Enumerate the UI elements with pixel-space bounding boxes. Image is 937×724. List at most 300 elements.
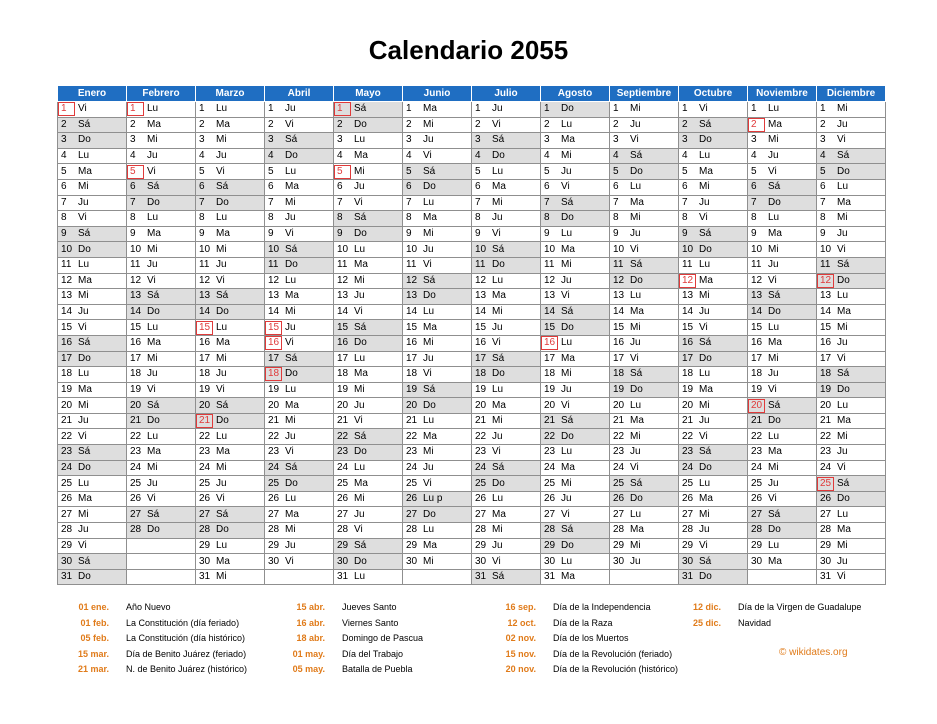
weekday-label: Vi xyxy=(285,228,294,240)
month-header-2: Febrero xyxy=(127,86,196,102)
weekday-label: Vi xyxy=(354,306,363,318)
day-cell xyxy=(679,102,748,118)
weekday-label: Ju xyxy=(354,290,365,302)
weekday-label: Ma xyxy=(423,430,437,442)
site-credit[interactable]: © wikidates.org xyxy=(779,647,848,658)
day-number: 21 xyxy=(130,415,142,427)
day-cell xyxy=(472,164,541,180)
day-cell xyxy=(817,460,886,476)
weekday-label: Ma xyxy=(147,337,161,349)
day-cell xyxy=(610,367,679,383)
day-number: 13 xyxy=(268,290,280,302)
weekday-label: Lu xyxy=(78,150,90,162)
weekday-label: Vi xyxy=(699,321,708,333)
day-cell xyxy=(679,554,748,570)
day-cell xyxy=(748,102,817,118)
month-header-6: Junio xyxy=(403,86,472,102)
weekday-label: Do xyxy=(354,337,367,349)
day-cell xyxy=(679,398,748,414)
weekday-label: Ju xyxy=(630,228,641,240)
day-number: 10 xyxy=(337,243,349,255)
day-cell xyxy=(679,211,748,227)
weekday-label: Lu xyxy=(354,352,366,364)
day-number: 14 xyxy=(337,306,349,318)
weekday-label: Ju xyxy=(423,243,434,255)
weekday-label: Ma xyxy=(78,274,92,286)
weekday-label: Lu xyxy=(837,399,849,411)
day-cell xyxy=(610,460,679,476)
day-number: 15 xyxy=(406,321,418,333)
day-cell xyxy=(196,507,265,523)
day-cell xyxy=(472,179,541,195)
day-number: 18 xyxy=(613,368,625,380)
day-number: 22 xyxy=(613,430,625,442)
weekday-label: Ma xyxy=(423,103,437,115)
weekday-label: Mi xyxy=(354,165,365,177)
weekday-label: Lu xyxy=(561,228,573,240)
day-number: 5 xyxy=(199,165,205,177)
day-number: 17 xyxy=(61,352,73,364)
day-number: 7 xyxy=(406,196,412,208)
day-cell xyxy=(817,289,886,305)
day-number: 12 xyxy=(130,274,142,286)
weekday-label: Sá xyxy=(492,352,505,364)
day-cell xyxy=(265,242,334,258)
day-number: 14 xyxy=(682,306,694,318)
day-cell xyxy=(58,367,127,383)
day-cell xyxy=(127,413,196,429)
day-cell xyxy=(610,491,679,507)
day-cell xyxy=(403,133,472,149)
day-cell xyxy=(334,211,403,227)
holiday-entry xyxy=(677,616,861,632)
weekday-label: Ju xyxy=(837,337,848,349)
weekday-label: Mi xyxy=(699,508,710,520)
day-cell xyxy=(472,195,541,211)
day-cell xyxy=(127,507,196,523)
weekday-label: Do xyxy=(492,259,505,271)
holiday-day-number: 20 xyxy=(748,399,765,413)
weekday-label: Mi xyxy=(147,243,158,255)
day-cell xyxy=(679,429,748,445)
weekday-label: Ju xyxy=(216,368,227,380)
empty-cell xyxy=(127,538,196,554)
weekday-label: Do xyxy=(216,306,229,318)
day-number: 7 xyxy=(130,196,136,208)
weekday-label: Vi xyxy=(837,352,846,364)
day-number: 27 xyxy=(820,508,832,520)
day-number: 18 xyxy=(130,368,142,380)
weekday-label: Ju xyxy=(768,259,779,271)
day-cell xyxy=(58,476,127,492)
day-number: 10 xyxy=(406,243,418,255)
day-cell xyxy=(748,335,817,351)
weekday-label: Mi xyxy=(78,290,89,302)
weekday-label: Sá xyxy=(216,290,229,302)
holiday-name: Día de la Raza xyxy=(553,617,613,628)
weekday-label: Lu xyxy=(837,290,849,302)
day-number: 5 xyxy=(406,165,412,177)
weekday-label: Do xyxy=(285,368,298,380)
day-cell xyxy=(610,523,679,539)
day-number: 26 xyxy=(130,493,142,505)
day-cell xyxy=(679,179,748,195)
day-cell xyxy=(127,273,196,289)
day-number: 2 xyxy=(130,118,136,130)
day-cell xyxy=(58,242,127,258)
day-cell xyxy=(748,148,817,164)
weekday-label: Ma xyxy=(699,493,713,505)
day-cell xyxy=(127,102,196,118)
weekday-label: Vi xyxy=(768,383,777,395)
day-number: 20 xyxy=(268,399,280,411)
day-row xyxy=(58,445,886,461)
day-number: 1 xyxy=(820,103,826,115)
day-number: 23 xyxy=(337,446,349,458)
day-cell xyxy=(334,102,403,118)
day-number: 14 xyxy=(268,306,280,318)
day-number: 27 xyxy=(613,508,625,520)
weekday-label: Mi xyxy=(423,337,434,349)
weekday-label: Vi xyxy=(78,430,87,442)
day-cell xyxy=(403,164,472,180)
day-cell xyxy=(58,554,127,570)
weekday-label: Ma xyxy=(768,555,782,567)
day-number: 17 xyxy=(682,352,694,364)
holiday-date: 01 ene. xyxy=(78,602,109,612)
day-cell xyxy=(403,523,472,539)
day-cell xyxy=(334,335,403,351)
weekday-label: Mi xyxy=(285,524,296,536)
day-cell xyxy=(58,445,127,461)
day-cell xyxy=(817,164,886,180)
day-number: 27 xyxy=(544,508,556,520)
weekday-label: Mi xyxy=(147,352,158,364)
day-cell xyxy=(748,367,817,383)
weekday-label: Lu xyxy=(561,555,573,567)
holiday-name: Domingo de Pascua xyxy=(342,633,424,644)
day-cell xyxy=(265,102,334,118)
day-row xyxy=(58,133,886,149)
day-number: 6 xyxy=(268,181,274,193)
day-cell xyxy=(196,102,265,118)
day-number: 12 xyxy=(613,274,625,286)
weekday-label: Sá xyxy=(630,368,643,380)
day-cell xyxy=(58,211,127,227)
day-cell xyxy=(265,304,334,320)
day-cell xyxy=(541,523,610,539)
day-number: 2 xyxy=(682,118,688,130)
day-cell xyxy=(748,179,817,195)
day-cell xyxy=(58,569,127,585)
day-cell xyxy=(403,413,472,429)
day-cell xyxy=(127,382,196,398)
weekday-label: Ju xyxy=(630,446,641,458)
day-number: 6 xyxy=(544,181,550,193)
day-row xyxy=(58,382,886,398)
weekday-label: Ju xyxy=(285,212,296,224)
weekday-label: Mi xyxy=(768,134,779,146)
weekday-label: Ma xyxy=(837,524,851,536)
day-number: 27 xyxy=(199,508,211,520)
weekday-label: Mi xyxy=(354,274,365,286)
weekday-label: Ma xyxy=(354,477,368,489)
day-number: 29 xyxy=(820,539,832,551)
weekday-label: Ju xyxy=(147,259,158,271)
day-cell xyxy=(265,398,334,414)
day-number: 3 xyxy=(130,134,136,146)
weekday-label: Lu xyxy=(216,212,228,224)
holiday-day-number: 1 xyxy=(58,102,75,116)
day-cell xyxy=(610,554,679,570)
weekday-label: Do xyxy=(285,477,298,489)
day-number: 11 xyxy=(406,259,417,271)
day-cell xyxy=(679,273,748,289)
weekday-label: Do xyxy=(423,399,436,411)
weekday-label: Ju xyxy=(492,321,503,333)
day-cell xyxy=(334,523,403,539)
weekday-label: Do xyxy=(354,446,367,458)
weekday-label: Do xyxy=(699,461,712,473)
day-number: 8 xyxy=(751,212,757,224)
day-number: 3 xyxy=(544,134,550,146)
day-cell xyxy=(58,179,127,195)
holiday-date: 16 sep. xyxy=(505,602,536,612)
day-number: 12 xyxy=(268,274,280,286)
day-number: 13 xyxy=(544,290,556,302)
weekday-label: Do xyxy=(147,415,160,427)
weekday-label: Lu xyxy=(423,524,435,536)
day-number: 13 xyxy=(199,290,211,302)
day-row xyxy=(58,195,886,211)
day-number: 17 xyxy=(406,352,418,364)
weekday-label: Lu xyxy=(354,134,366,146)
holiday-day-number: 15 xyxy=(196,321,213,335)
holiday-day-number: 1 xyxy=(127,102,144,116)
day-number: 6 xyxy=(820,181,826,193)
day-number: 1 xyxy=(613,103,619,115)
day-number: 9 xyxy=(544,228,550,240)
weekday-label: Mi xyxy=(216,134,227,146)
day-number: 25 xyxy=(199,477,211,489)
day-cell xyxy=(610,320,679,336)
weekday-label: Sá xyxy=(147,290,160,302)
day-row xyxy=(58,320,886,336)
day-number: 10 xyxy=(751,243,763,255)
day-number: 2 xyxy=(337,118,343,130)
weekday-label: Mi xyxy=(837,212,848,224)
weekday-label: Lu xyxy=(768,321,780,333)
weekday-label: Ma xyxy=(699,383,713,395)
holiday-entry xyxy=(470,616,678,632)
day-number: 21 xyxy=(268,415,280,427)
weekday-label: Do xyxy=(561,212,574,224)
day-cell xyxy=(817,273,886,289)
day-number: 26 xyxy=(61,493,73,505)
weekday-label: Mi xyxy=(837,103,848,115)
day-cell xyxy=(472,367,541,383)
weekday-label: Sá xyxy=(147,508,160,520)
day-cell xyxy=(541,257,610,273)
day-cell xyxy=(541,179,610,195)
weekday-label: Vi xyxy=(354,196,363,208)
day-cell xyxy=(127,304,196,320)
day-cell xyxy=(403,351,472,367)
day-number: 25 xyxy=(406,477,418,489)
day-cell xyxy=(127,195,196,211)
holiday-date: 12 oct. xyxy=(507,617,536,628)
day-number: 15 xyxy=(61,321,73,333)
weekday-label: Ju xyxy=(354,508,365,520)
day-number: 13 xyxy=(475,290,487,302)
day-number: 4 xyxy=(682,150,688,162)
month-header-7: Julio xyxy=(472,86,541,102)
day-number: 30 xyxy=(682,555,694,567)
day-number: 15 xyxy=(682,321,694,333)
day-cell xyxy=(748,413,817,429)
day-number: 30 xyxy=(751,555,763,567)
day-number: 10 xyxy=(820,243,832,255)
day-number: 9 xyxy=(613,228,619,240)
day-number: 23 xyxy=(682,446,694,458)
day-number: 4 xyxy=(268,150,274,162)
day-number: 22 xyxy=(61,430,73,442)
holiday-date: 21 mar. xyxy=(77,664,109,675)
weekday-label: Sá xyxy=(492,461,505,473)
weekday-label: Vi xyxy=(561,181,570,193)
weekday-label: Do xyxy=(423,508,436,520)
weekday-label: Mi xyxy=(699,181,710,193)
weekday-label: Ju xyxy=(423,461,434,473)
day-number: 23 xyxy=(475,446,487,458)
day-cell xyxy=(403,367,472,383)
day-cell xyxy=(817,382,886,398)
day-number: 4 xyxy=(613,150,619,162)
month-header-1: Enero xyxy=(58,86,127,102)
weekday-label: Vi xyxy=(630,134,639,146)
day-number: 29 xyxy=(751,539,763,551)
weekday-label: Ma xyxy=(630,196,644,208)
weekday-label: Vi xyxy=(699,539,708,551)
day-number: 16 xyxy=(61,337,73,349)
day-number: 10 xyxy=(199,243,211,255)
weekday-label: Vi xyxy=(78,539,87,551)
weekday-label: Sá xyxy=(216,181,229,193)
day-cell xyxy=(196,289,265,305)
day-cell xyxy=(748,289,817,305)
day-cell xyxy=(196,273,265,289)
holiday-day-number: 5 xyxy=(334,165,351,179)
day-number: 29 xyxy=(682,539,694,551)
weekday-label: Do xyxy=(285,150,298,162)
day-number: 5 xyxy=(613,165,619,177)
day-number: 12 xyxy=(199,274,211,286)
day-cell xyxy=(748,476,817,492)
weekday-label: Do xyxy=(837,493,850,505)
day-cell xyxy=(679,476,748,492)
day-cell xyxy=(265,382,334,398)
month-header-4: Abril xyxy=(265,86,334,102)
day-cell xyxy=(265,289,334,305)
day-number: 23 xyxy=(61,446,73,458)
day-number: 30 xyxy=(268,555,280,567)
weekday-label: Do xyxy=(78,352,91,364)
holiday-name: Día del Trabajo xyxy=(342,648,404,659)
day-cell xyxy=(541,538,610,554)
day-number: 2 xyxy=(475,118,481,130)
day-cell xyxy=(679,257,748,273)
weekday-label: Ma xyxy=(768,118,782,130)
weekday-label: Ju xyxy=(699,524,710,536)
weekday-label: Mi xyxy=(147,134,158,146)
weekday-label: Ju xyxy=(285,103,296,115)
day-number: 28 xyxy=(61,524,73,536)
day-number: 21 xyxy=(475,415,487,427)
weekday-label: Do xyxy=(492,477,505,489)
day-number: 11 xyxy=(613,259,624,271)
day-number: 23 xyxy=(544,446,556,458)
day-cell xyxy=(472,538,541,554)
day-number: 18 xyxy=(751,368,763,380)
day-row xyxy=(58,398,886,414)
holiday-column xyxy=(57,600,247,678)
day-cell xyxy=(265,491,334,507)
day-cell xyxy=(541,195,610,211)
day-cell xyxy=(610,304,679,320)
weekday-label: Ju xyxy=(216,477,227,489)
weekday-label: Do xyxy=(630,165,643,177)
day-number: 4 xyxy=(130,150,136,162)
weekday-label: Ju xyxy=(492,212,503,224)
day-cell xyxy=(127,476,196,492)
weekday-label: Lu xyxy=(768,103,780,115)
holiday-entry xyxy=(266,616,423,632)
day-number: 31 xyxy=(61,571,73,583)
day-number: 11 xyxy=(268,259,279,271)
day-cell xyxy=(679,289,748,305)
day-cell xyxy=(817,554,886,570)
holiday-day-number: 1 xyxy=(334,102,351,116)
weekday-label: Mi xyxy=(561,368,572,380)
day-number: 24 xyxy=(130,461,142,473)
holiday-date: 05 may. xyxy=(292,664,325,675)
day-number: 3 xyxy=(337,134,343,146)
day-number: 1 xyxy=(544,103,550,115)
day-cell xyxy=(679,367,748,383)
day-number: 8 xyxy=(820,212,826,224)
day-cell xyxy=(334,398,403,414)
weekday-label: Ma xyxy=(78,165,92,177)
weekday-label: Mi xyxy=(423,118,434,130)
weekday-label: Ma xyxy=(285,399,299,411)
month-header-9: Septiembre xyxy=(610,86,679,102)
weekday-label: Ma xyxy=(285,290,299,302)
weekday-label: Mi xyxy=(837,539,848,551)
day-number: 1 xyxy=(199,103,205,115)
holiday-entry xyxy=(266,647,423,663)
day-number: 4 xyxy=(820,150,826,162)
day-number: 26 xyxy=(751,493,763,505)
holiday-name: Año Nuevo xyxy=(126,602,171,612)
day-cell xyxy=(472,491,541,507)
weekday-label: Ju xyxy=(630,555,641,567)
day-number: 11 xyxy=(682,259,693,271)
day-number: 22 xyxy=(682,430,694,442)
day-cell xyxy=(541,398,610,414)
day-cell xyxy=(265,538,334,554)
day-cell xyxy=(334,195,403,211)
day-cell xyxy=(265,429,334,445)
